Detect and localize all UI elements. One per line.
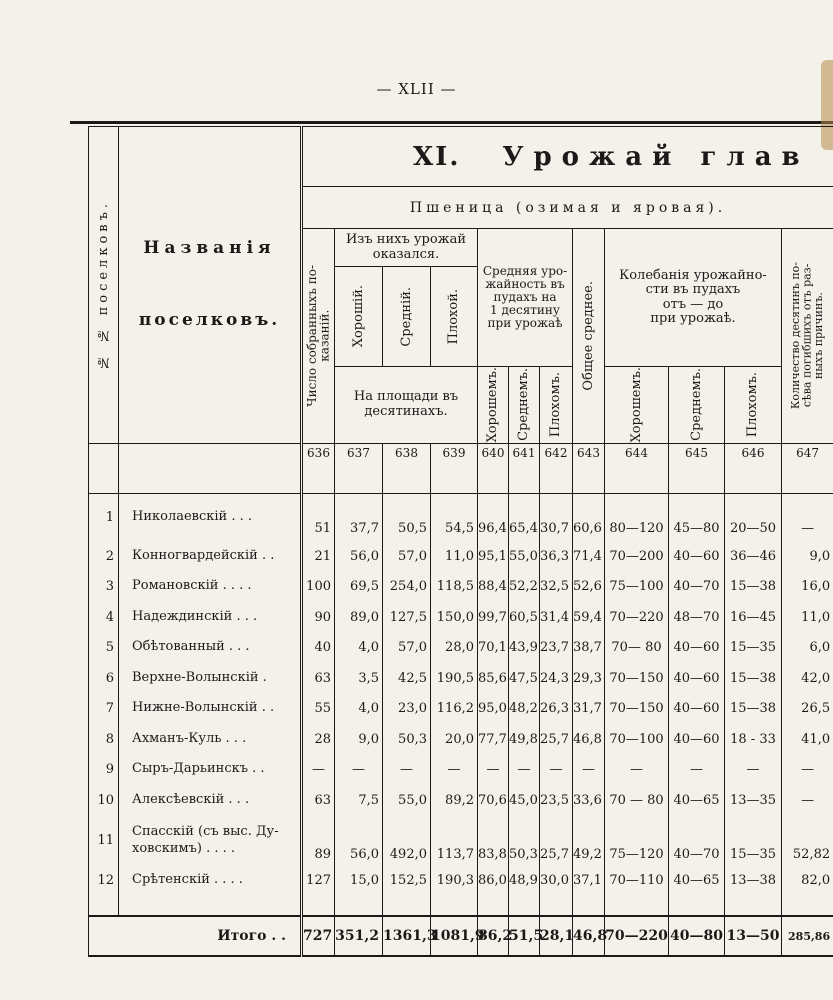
row-name: Романовскій . . . . xyxy=(119,572,302,603)
table-cell: — xyxy=(302,755,335,786)
table-cell: — xyxy=(782,785,833,816)
table-cell: 25,7 xyxy=(540,816,573,866)
table-cell: 50,3 xyxy=(383,724,431,755)
num-header: № № поселковъ. xyxy=(95,199,111,370)
row-name: Срѣтенскій . . . . xyxy=(119,866,302,897)
table-cell: 25,7 xyxy=(540,724,573,755)
table-cell: 20—50 xyxy=(725,493,782,541)
table-cell: 70—110 xyxy=(605,866,669,897)
row-number: 12 xyxy=(89,866,119,897)
table-cell: 26,3 xyxy=(540,694,573,725)
table-cell: 28,0 xyxy=(431,633,478,664)
column-number: 644 xyxy=(605,443,669,493)
good-header: Хорошій. xyxy=(350,285,366,348)
avg-medium-header: Среднемъ. xyxy=(516,368,532,442)
table-cell: 23,5 xyxy=(540,785,573,816)
table-cell: 40—60 xyxy=(669,633,725,664)
table-row xyxy=(89,816,833,866)
table-cell: 29,3 xyxy=(573,663,605,694)
good-header-cell xyxy=(335,267,383,367)
total-cell: 70—220 xyxy=(605,916,669,956)
table-cell: 36—46 xyxy=(725,541,782,572)
colnum-blank xyxy=(89,443,119,493)
table-cell: 9,0 xyxy=(335,724,383,755)
table-cell: 6,0 xyxy=(782,633,833,664)
row-number: 2 xyxy=(89,541,119,572)
table-cell: 45—80 xyxy=(669,493,725,541)
table-cell: — xyxy=(540,755,573,786)
area-note-header: На площади въ десятинахъ. xyxy=(335,367,478,444)
column-number: 642 xyxy=(540,443,573,493)
table-cell: 80—120 xyxy=(605,493,669,541)
table-cell: 7,5 xyxy=(335,785,383,816)
table-cell: 9,0 xyxy=(782,541,833,572)
row-number: 7 xyxy=(89,694,119,725)
table-cell: 28 xyxy=(302,724,335,755)
total-cell: 285,86 xyxy=(782,916,833,956)
table-cell: 49,8 xyxy=(509,724,540,755)
table-cell: 70— 80 xyxy=(605,633,669,664)
table-cell: 15—38 xyxy=(725,694,782,725)
table-cell: 60,5 xyxy=(509,602,540,633)
table-cell: 3,5 xyxy=(335,663,383,694)
spacer-row xyxy=(89,896,833,916)
column-number: 638 xyxy=(383,443,431,493)
bad-header-cell xyxy=(431,267,478,367)
table-cell: — xyxy=(669,755,725,786)
total-cell: 40—80 xyxy=(669,916,725,956)
table-cell: — xyxy=(383,755,431,786)
table-cell: 15—38 xyxy=(725,572,782,603)
spacer-cell xyxy=(431,896,478,916)
colnum-blank xyxy=(119,443,302,493)
spacer-cell xyxy=(383,896,431,916)
total-cell: 351,2 xyxy=(335,916,383,956)
table-cell: 86,0 xyxy=(478,866,509,897)
total-cell: 727 xyxy=(302,916,335,956)
table-cell: 11,0 xyxy=(431,541,478,572)
spacer-cell xyxy=(725,896,782,916)
table-row xyxy=(89,633,833,664)
top-rule xyxy=(70,121,833,124)
table-cell: 56,0 xyxy=(335,541,383,572)
total-cell: 1361,3 xyxy=(383,916,431,956)
spacer-cell xyxy=(478,896,509,916)
column-number: 646 xyxy=(725,443,782,493)
row-name: Ахманъ-Куль . . . xyxy=(119,724,302,755)
table-cell: 18 - 33 xyxy=(725,724,782,755)
table-cell: 96,4 xyxy=(478,493,509,541)
table-cell: 70—150 xyxy=(605,694,669,725)
row-name: Спасскій (съ выс. Ду- ховскимъ) . . . . xyxy=(119,816,302,866)
table-cell: 11,0 xyxy=(782,602,833,633)
table-cell: 70—100 xyxy=(605,724,669,755)
table-cell: 85,6 xyxy=(478,663,509,694)
table-cell: 90 xyxy=(302,602,335,633)
num-header-cell xyxy=(89,127,119,444)
table-cell: 15,0 xyxy=(335,866,383,897)
reports-count-header: Число собранныхъ по- казаній. xyxy=(304,264,332,407)
range-good-header: Хорошемъ. xyxy=(628,367,644,443)
column-number: 643 xyxy=(573,443,605,493)
table-cell: — xyxy=(478,755,509,786)
table-cell: 48,9 xyxy=(509,866,540,897)
table-row xyxy=(89,866,833,897)
total-cell: 51,5 xyxy=(509,916,540,956)
harvest-group-header: Изъ нихъ урожай оказался. xyxy=(335,229,478,267)
table-cell: 40 xyxy=(302,633,335,664)
table-cell: — xyxy=(725,755,782,786)
avg-medium-header-cell xyxy=(509,367,540,444)
table-cell: 40—60 xyxy=(669,694,725,725)
table-cell: 65,4 xyxy=(509,493,540,541)
table-cell: 51 xyxy=(302,493,335,541)
spacer-cell xyxy=(302,896,335,916)
row-name: Верхне-Волынскій . xyxy=(119,663,302,694)
table-cell: 41,0 xyxy=(782,724,833,755)
column-number: 645 xyxy=(669,443,725,493)
table-cell: 190,5 xyxy=(431,663,478,694)
spacer-cell xyxy=(540,896,573,916)
table-cell: 55,0 xyxy=(383,785,431,816)
avg-good-header-cell xyxy=(478,367,509,444)
table-cell: 40—60 xyxy=(669,663,725,694)
table-cell: 4,0 xyxy=(335,633,383,664)
table-cell: 31,4 xyxy=(540,602,573,633)
table-cell: 31,7 xyxy=(573,694,605,725)
table-cell: 40—70 xyxy=(669,816,725,866)
title-text: Урожай глав xyxy=(502,141,810,172)
overall-avg-header: Общее среднее. xyxy=(580,280,596,391)
table-cell: 50,5 xyxy=(383,493,431,541)
table-cell: 55 xyxy=(302,694,335,725)
table-cell: 54,5 xyxy=(431,493,478,541)
range-medium-header: Среднемъ. xyxy=(688,368,704,442)
page-number: — XLII — xyxy=(376,80,457,98)
row-number: 10 xyxy=(89,785,119,816)
table-row xyxy=(89,724,833,755)
lost-area-header-cell xyxy=(782,229,833,444)
table-cell: 75—120 xyxy=(605,816,669,866)
row-number: 1 xyxy=(89,493,119,541)
table-row xyxy=(89,572,833,603)
table-cell: 38,7 xyxy=(573,633,605,664)
table-cell: 42,0 xyxy=(782,663,833,694)
table-cell: 77,7 xyxy=(478,724,509,755)
table-cell: 40—60 xyxy=(669,541,725,572)
table-cell: 95,0 xyxy=(478,694,509,725)
table-cell: 70—220 xyxy=(605,602,669,633)
table-cell: 59,4 xyxy=(573,602,605,633)
table-cell: 36,3 xyxy=(540,541,573,572)
table-cell: 70,1 xyxy=(478,633,509,664)
avg-yield-group-header: Средняя уро- жайность въ пудахъ на 1 десятину при урожаѣ xyxy=(478,229,573,367)
table-cell: 15—35 xyxy=(725,816,782,866)
table-cell: 56,0 xyxy=(335,816,383,866)
spacer-cell xyxy=(669,896,725,916)
table-cell: 95,1 xyxy=(478,541,509,572)
table-cell: 15—35 xyxy=(725,633,782,664)
table-cell: 45,0 xyxy=(509,785,540,816)
table-cell: 127 xyxy=(302,866,335,897)
name-header-2: поселковъ. xyxy=(138,309,281,330)
overall-avg-header-cell xyxy=(573,229,605,444)
table-cell: 13—35 xyxy=(725,785,782,816)
row-number: 8 xyxy=(89,724,119,755)
table-row xyxy=(89,785,833,816)
avg-bad-header-cell xyxy=(540,367,573,444)
table-cell: 20,0 xyxy=(431,724,478,755)
table-cell: 4,0 xyxy=(335,694,383,725)
range-good-header-cell xyxy=(605,367,669,444)
total-cell: 46,8 xyxy=(573,916,605,956)
column-number: 647 xyxy=(782,443,833,493)
table-cell: 37,1 xyxy=(573,866,605,897)
column-number: 640 xyxy=(478,443,509,493)
total-cell: 86,2 xyxy=(478,916,509,956)
column-number-row xyxy=(89,443,833,493)
spacer-cell xyxy=(573,896,605,916)
spacer-cell xyxy=(89,896,119,916)
table-cell: 40—65 xyxy=(669,866,725,897)
table-row xyxy=(89,602,833,633)
table-cell: 113,7 xyxy=(431,816,478,866)
row-number: 6 xyxy=(89,663,119,694)
group-header: Пшеница (озимая и яровая). xyxy=(302,187,833,229)
table-cell: 33,6 xyxy=(573,785,605,816)
table-cell: 52,2 xyxy=(509,572,540,603)
table-cell: 23,7 xyxy=(540,633,573,664)
row-number: 5 xyxy=(89,633,119,664)
table-cell: 492,0 xyxy=(383,816,431,866)
table-cell: 70 — 80 xyxy=(605,785,669,816)
total-label: Итого . . xyxy=(89,916,302,956)
table-cell: 21 xyxy=(302,541,335,572)
table-cell: 50,3 xyxy=(509,816,540,866)
table-cell: 118,5 xyxy=(431,572,478,603)
table-cell: 40—60 xyxy=(669,724,725,755)
row-number: 4 xyxy=(89,602,119,633)
column-number: 641 xyxy=(509,443,540,493)
table-cell: 40—70 xyxy=(669,572,725,603)
table-cell: 57,0 xyxy=(383,541,431,572)
row-number: 11 xyxy=(89,816,119,866)
row-name: Надеждинскій . . . xyxy=(119,602,302,633)
row-number: 9 xyxy=(89,755,119,786)
table-cell: — xyxy=(782,493,833,541)
table-cell: 127,5 xyxy=(383,602,431,633)
table-cell: 55,0 xyxy=(509,541,540,572)
table-cell: 26,5 xyxy=(782,694,833,725)
table-cell: 42,5 xyxy=(383,663,431,694)
table-cell: 71,4 xyxy=(573,541,605,572)
table-cell: 47,5 xyxy=(509,663,540,694)
spacer-cell xyxy=(605,896,669,916)
table-cell: 46,8 xyxy=(573,724,605,755)
table-cell: 43,9 xyxy=(509,633,540,664)
table-cell: 30,7 xyxy=(540,493,573,541)
table-cell: — xyxy=(335,755,383,786)
bad-header: Плохой. xyxy=(446,288,462,345)
table-row xyxy=(89,541,833,572)
table-cell: 70—150 xyxy=(605,663,669,694)
table-cell: 48—70 xyxy=(669,602,725,633)
table-cell: 75—100 xyxy=(605,572,669,603)
spacer-cell xyxy=(119,896,302,916)
table-cell: — xyxy=(605,755,669,786)
table-cell: 24,3 xyxy=(540,663,573,694)
table-cell: 30,0 xyxy=(540,866,573,897)
medium-header: Средній. xyxy=(398,286,414,347)
table-cell: 89 xyxy=(302,816,335,866)
row-name: Николаевскій . . . xyxy=(119,493,302,541)
reports-count-header-cell xyxy=(302,229,335,444)
table-cell: 40—65 xyxy=(669,785,725,816)
table-cell: 70,6 xyxy=(478,785,509,816)
table-cell: 60,6 xyxy=(573,493,605,541)
table-cell: 37,7 xyxy=(335,493,383,541)
table-cell: 89,0 xyxy=(335,602,383,633)
table-cell: 69,5 xyxy=(335,572,383,603)
table-row xyxy=(89,493,833,541)
row-name: Обѣтованный . . . xyxy=(119,633,302,664)
column-number: 639 xyxy=(431,443,478,493)
avg-good-header: Хорошемъ. xyxy=(485,367,501,443)
total-cell: 1081,9 xyxy=(431,916,478,956)
table-cell: 15—38 xyxy=(725,663,782,694)
table-cell: 190,3 xyxy=(431,866,478,897)
avg-bad-header: Плохомъ. xyxy=(548,372,564,438)
table-cell: 70—200 xyxy=(605,541,669,572)
table-cell: 88,4 xyxy=(478,572,509,603)
medium-header-cell xyxy=(383,267,431,367)
table-row xyxy=(89,663,833,694)
row-name: Конногвардейскій . . xyxy=(119,541,302,572)
table-cell: 100 xyxy=(302,572,335,603)
table-row xyxy=(89,755,833,786)
table-cell: 99,7 xyxy=(478,602,509,633)
spacer-cell xyxy=(782,896,833,916)
row-number: 3 xyxy=(89,572,119,603)
table-title xyxy=(302,127,833,187)
harvest-table xyxy=(88,126,833,957)
table-cell: 32,5 xyxy=(540,572,573,603)
table-cell: 57,0 xyxy=(383,633,431,664)
column-number: 636 xyxy=(302,443,335,493)
table-cell: 152,5 xyxy=(383,866,431,897)
title-roman: XI. xyxy=(413,141,461,172)
table-cell: — xyxy=(573,755,605,786)
table-cell: 254,0 xyxy=(383,572,431,603)
lost-area-header: Количество десятинъ по- сѣва погибшихъ отъ раз- ныхъ причинъ. xyxy=(789,262,826,410)
total-cell: 28,1 xyxy=(540,916,573,956)
table-cell: — xyxy=(782,755,833,786)
table-cell: — xyxy=(509,755,540,786)
spacer-cell xyxy=(509,896,540,916)
table-cell: 48,2 xyxy=(509,694,540,725)
table-row xyxy=(89,694,833,725)
table-cell: 63 xyxy=(302,663,335,694)
table-cell: 150,0 xyxy=(431,602,478,633)
table-cell: 52,6 xyxy=(573,572,605,603)
total-cell: 13—50 xyxy=(725,916,782,956)
table-cell: 89,2 xyxy=(431,785,478,816)
range-group-header: Колебанія урожайно- сти въ пудахъ отъ — до при урожаѣ. xyxy=(605,229,782,367)
range-bad-header: Плохомъ. xyxy=(745,372,761,438)
spacer-cell xyxy=(335,896,383,916)
name-header-1: Названія xyxy=(143,237,276,258)
name-header-cell xyxy=(119,127,302,444)
row-name: Сыръ-Дарьинскъ . . xyxy=(119,755,302,786)
column-number: 637 xyxy=(335,443,383,493)
table-cell: 16,0 xyxy=(782,572,833,603)
table-cell: 23,0 xyxy=(383,694,431,725)
total-row xyxy=(89,916,833,956)
table-cell: 49,2 xyxy=(573,816,605,866)
table-cell: 52,82 xyxy=(782,816,833,866)
table-cell: 16—45 xyxy=(725,602,782,633)
row-name: Алексѣевскій . . . xyxy=(119,785,302,816)
row-name: Нижне-Волынскій . . xyxy=(119,694,302,725)
table-cell: — xyxy=(431,755,478,786)
range-bad-header-cell xyxy=(725,367,782,444)
table-cell: 116,2 xyxy=(431,694,478,725)
table-cell: 83,8 xyxy=(478,816,509,866)
table-cell: 63 xyxy=(302,785,335,816)
range-medium-header-cell xyxy=(669,367,725,444)
table-cell: 82,0 xyxy=(782,866,833,897)
table-cell: 13—38 xyxy=(725,866,782,897)
